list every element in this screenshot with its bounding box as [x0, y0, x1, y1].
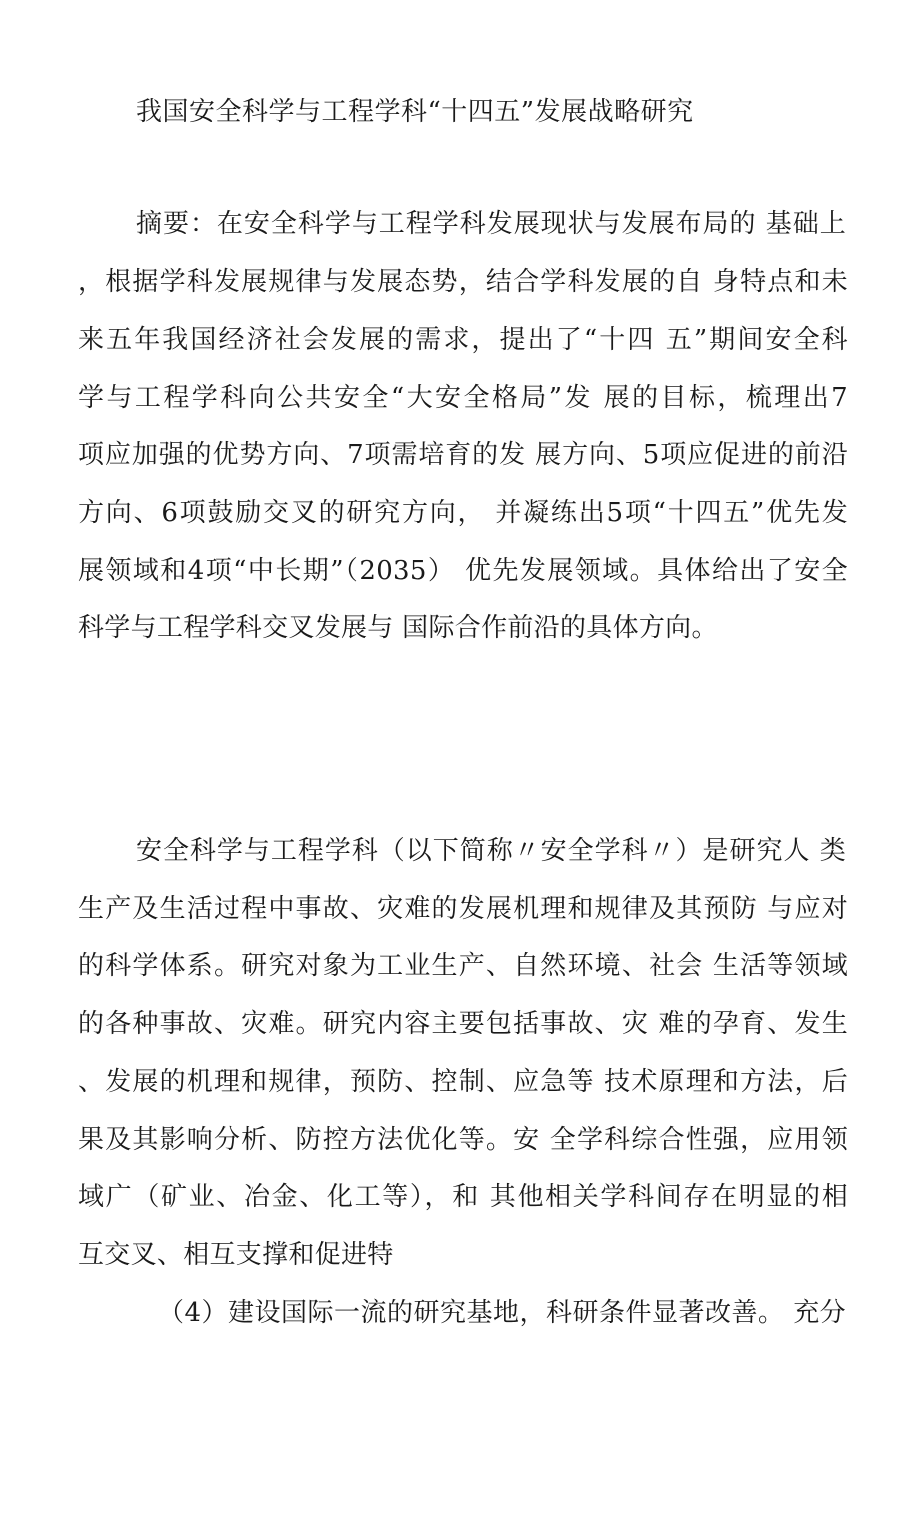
- abstract-line-2: ，根据学科发展规律与发展态势，结合学科发展的自 身特点和未: [78, 267, 848, 297]
- body-line-3: 的科学体系。研究对象为工业生产、自然环境、社会 生活等领域: [78, 951, 848, 981]
- abstract-line-4: 学与工程学科向公共安全“大安全格局”发 展的目标，梳理出7: [78, 383, 848, 413]
- abstract-line-8: 科学与工程学科交叉发展与 国际合作前沿的具体方向。: [78, 613, 718, 643]
- body-line-1: 安全科学与工程学科（以下简称〃安全学科〃）是研究人 类: [136, 836, 846, 866]
- body-line-6: 果及其影响分析、防控方法优化等。安 全学科综合性强，应用领: [78, 1125, 848, 1155]
- body-line-4: 的各种事故、灾难。研究内容主要包括事故、灾 难的孕育、发生: [78, 1009, 848, 1039]
- abstract-line-3: 来五年我国经济社会发展的需求，提出了“十四 五”期间安全科: [78, 325, 848, 355]
- body-line-7: 域广（矿业、冶金、化工等），和 其他相关学科间存在明显的相: [78, 1182, 848, 1212]
- body-line-8: 互交叉、相互支撑和促进特: [78, 1240, 394, 1270]
- abstract-line-6: 方向、6项鼓励交叉的研究方向， 并凝练出5项“十四五”优先发: [78, 498, 848, 528]
- abstract-line-1: 摘要：在安全科学与工程学科发展现状与发展布局的 基础上: [136, 209, 846, 239]
- point-4-line: （4）建设国际一流的研究基地，科研条件显著改善。 充分: [158, 1298, 846, 1328]
- abstract-line-7: 展领域和4项“中长期”（2035） 优先发展领域。具体给出了安全: [78, 556, 848, 586]
- body-line-2: 生产及生活过程中事故、灾难的发展机理和规律及其预防 与应对: [78, 894, 848, 924]
- abstract-line-5: 项应加强的优势方向、7项需培育的发 展方向、5项应促进的前沿: [78, 440, 848, 470]
- body-line-5: 、发展的机理和规律，预防、控制、应急等 技术原理和方法，后: [78, 1067, 848, 1097]
- document-title: 我国安全科学与工程学科“十四五”发展战略研究: [136, 97, 694, 127]
